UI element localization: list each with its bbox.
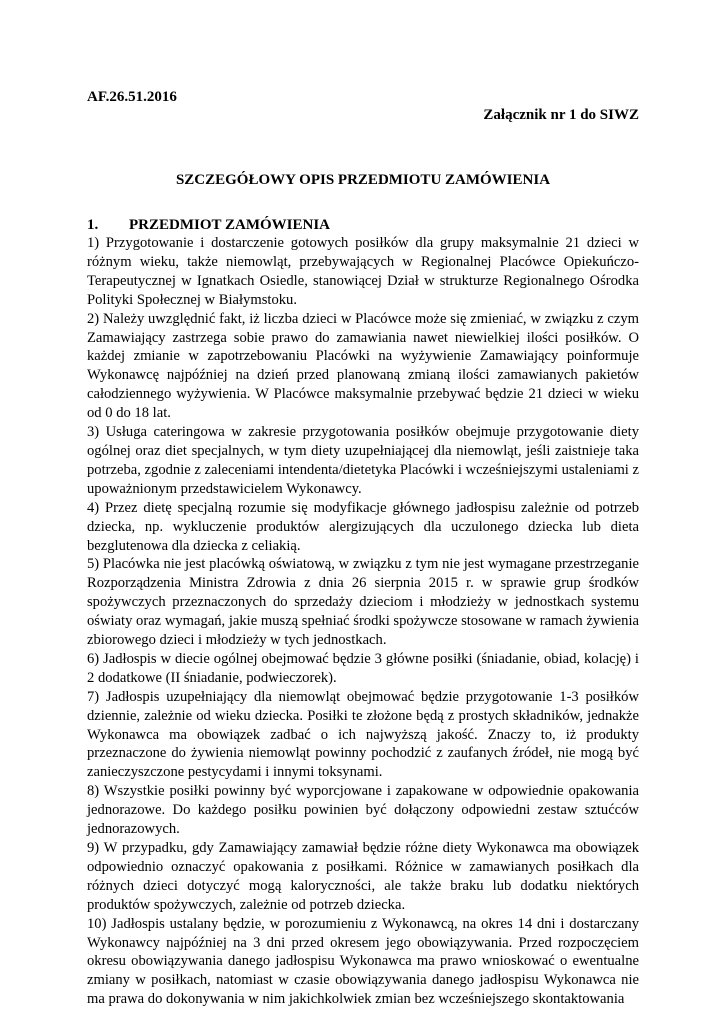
paragraph-6: 6) Jadłospis w diecie ogólnej obejmować będzie 3 główne posiłki (śniadanie, obiad, kolację) i 2 dodatkowe (II śniadanie, podwieczorek).	[87, 650, 639, 686]
paragraph-1: 1) Przygotowanie i dostarczenie gotowych posiłków dla grupy maksymalnie 21 dzieci w różnym wieku, także niemowląt, przebywających w Regionalnej Placówce Opiekuńczo-Terapeutycznej w Ignatkach Osiedle, stanowiącej Dział w strukturze Regionalnego Ośrodka Polityki Społecznej w Białymstoku.	[87, 235, 639, 308]
section-number: 1.	[87, 217, 99, 233]
attachment-label: Załącznik nr 1 do SIWZ	[483, 107, 639, 123]
paragraph-2: 2) Należy uwzględnić fakt, iż liczba dzieci w Placówce może się zmieniać, w związku z czym Zamawiający zastrzega sobie prawo do zamawiania nawet niewielkiej ilości posiłków. O każdej zmianie w zapotrzebowaniu Placówki na wyżywienie Zamawiający poinformuje Wykonawcę najpóźniej na dzień przed planowaną zmianą ilości zamawianych pakietów całodziennego wyżywienia. W Placówce maksymalnie przebywać będzie 21 dzieci w wieku od 0 do 18 lat.	[87, 310, 639, 422]
section-subject	[87, 216, 639, 1009]
paragraph-4: 4) Przez dietę specjalną rozumie się modyfikacje głównego jadłospisu zależnie od potrzeb dziecka, np. wykluczenie produktów alergizujących dla uczulonego dziecka lub dieta bezglutenowa dla dziecka z celiakią.	[87, 499, 639, 554]
section-heading	[87, 216, 639, 234]
paragraph-10: 10) Jadłospis ustalany będzie, w porozumieniu z Wykonawcą, na okres 14 dni i dostarczany Wykonawcy najpóźniej na 3 dni przed okresem jego obowiązywania. Przed rozpoczęciem okresu obowiązywania danego jadłospisu Wykonawca ma prawo wnioskować o ewentualne zmiany w posiłkach, natomiast w czasie obowiązywania danego jadłospisu Wykonawca nie ma prawa do dokonywania w nim jakichkolwiek zmian bez wcześniejszego skontaktowania	[87, 915, 639, 1008]
paragraph-8: 8) Wszystkie posiłki powinny być wyporcjowane i zapakowane w odpowiednie opakowania jednorazowe. Do każdego posiłku powinien być dołączony odpowiedni zestaw sztućców jednorazowych.	[87, 783, 639, 838]
document-page	[87, 88, 639, 1008]
paragraph-3: 3) Usługa cateringowa w zakresie przygotowania posiłków obejmuje przygotowanie diety ogólnej oraz diet specjalnych, w tym diety uzupełniającej dla niemowląt, jeśli zaistnieje taka potrzeba, zgodnie z zaleceniami intendenta/dietetyka Placówki i wcześniejszymi ustaleniami z upoważnionym przedstawicielem Wykonawcy.	[87, 424, 639, 497]
paragraph-9: 9) W przypadku, gdy Zamawiający zamawiał będzie różne diety Wykonawca ma obowiązek odpowiednio oznaczyć opakowania z posiłkami. Różnice w zamawianych posiłkach dla różnych dzieci dotyczyć mogą kaloryczności, ale także braku lub dodatku niektórych produktów spożywczych, zależnie od potrzeb dziecka.	[87, 840, 639, 913]
document-title: SZCZEGÓŁOWY OPIS PRZEDMIOTU ZAMÓWIENIA	[175, 172, 551, 188]
paragraph-7: 7) Jadłospis uzupełniający dla niemowląt obejmować będzie przygotowanie 1-3 posiłków dziennie, zależnie od wieku dziecka. Posiłki te złożone będą z prostych składników, jednakże Wykonawca ma obowiązek zadbać o ich najwyższą jakość. Znaczy to, iż produkty przeznaczone do żywienia niemowląt powinny pochodzić z zaufanych źródeł, nie mogą być zanieczyszczone pestycydami i innymi toksynami.	[87, 688, 639, 781]
paragraph-5: 5) Placówka nie jest placówką oświatową, w związku z tym nie jest wymagane przestrzeganie Rozporządzenia Ministra Zdrowia z dnia 26 sierpnia 2015 r. w sprawie grup środków spożywczych przeznaczonych do sprzedaży dzieciom i młodzieży w jednostkach systemu oświaty oraz wymagań, jakie muszą spełniać środki spożywcze stosowane w ramach żywienia zbiorowego dzieci i młodzieży w tych jednostkach.	[87, 556, 639, 649]
section-title: PRZEDMIOT ZAMÓWIENIA	[129, 217, 330, 233]
document-reference: AF.26.51.2016	[87, 89, 177, 105]
